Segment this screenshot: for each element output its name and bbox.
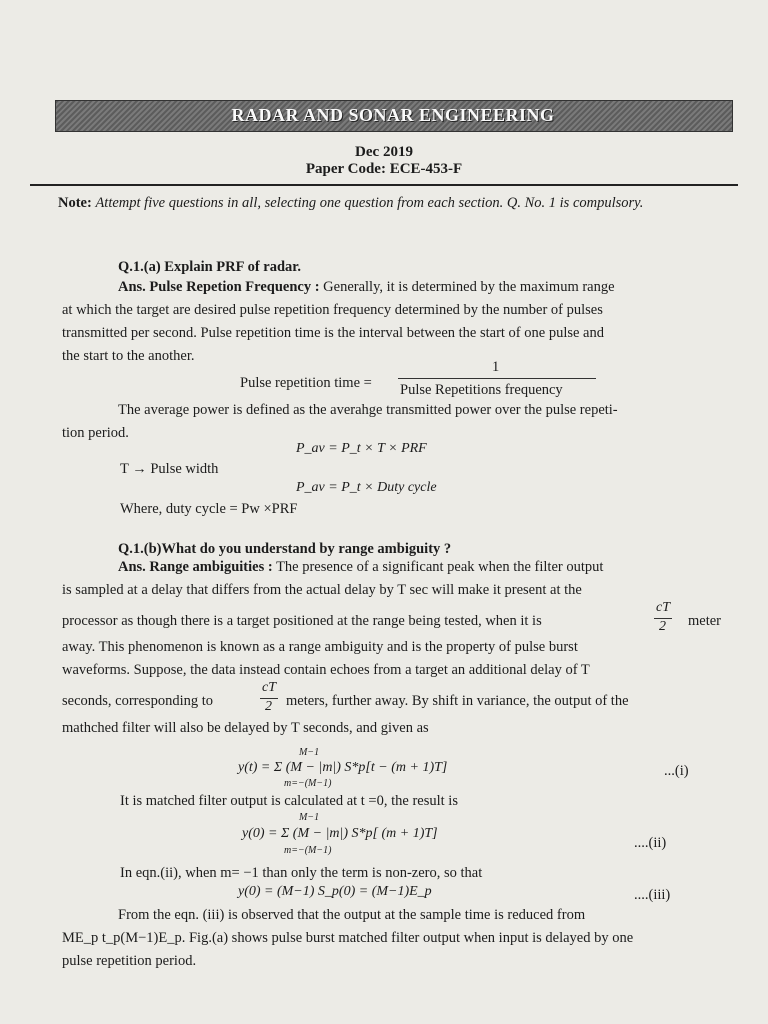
q1b-line-7: mathched filter will also be delayed by T seconds, and given as: [62, 720, 429, 736]
q1b-line-12: pulse repetition period.: [62, 953, 197, 969]
q1b-line-8: It is matched filter output is calculated at t =0, the result is: [120, 793, 458, 809]
q1b-line-11: ME_p t_p(M−1)E_p. Fig.(a) shows pulse burst matched filter output when input is delayed by one: [62, 930, 634, 946]
q1b-question: Q.1.(b)What do you understand by range ambiguity ?: [118, 541, 452, 557]
q1b-ans-label: Ans. Range ambiguities :: [118, 559, 273, 575]
note-label: Note:: [58, 195, 92, 211]
eq3: y(0) = (M−1) S_p(0) = (M−1)E_p: [238, 884, 432, 899]
q1b-meter: meter: [688, 613, 722, 629]
q1b-line-2: is sampled at a delay that differs from the actual delay by T sec will make it present at the: [62, 582, 582, 598]
eq1-upper-limit: M−1: [299, 747, 320, 758]
avg-power-para: [62, 399, 730, 445]
q1b-line-6a: seconds, corresponding to: [62, 693, 214, 709]
q1b-line-4: away. This phenomenon is known as a range ambiguity and is the property of pulse burst: [62, 639, 578, 655]
pulse-width-def: T → Pulse width: [120, 461, 219, 477]
q1b-line-6b: meters, further away. By shift in variance, the output of the: [286, 693, 629, 709]
header-rule: [30, 184, 738, 186]
eq1-tag: ...(i): [664, 763, 689, 779]
q1b-line-5: waveforms. Suppose, the data instead contain echoes from a target an additional delay of T: [62, 662, 590, 678]
eq3-tag: ....(iii): [634, 887, 671, 903]
formula-prt-denominator: Pulse Repetitions frequency: [400, 382, 563, 398]
eq2: y(0) = Σ (M − |m|) S*p[ (m + 1)T]: [242, 826, 438, 841]
eq2-tag: ....(ii): [634, 835, 667, 851]
q1b-answer-top: [62, 556, 730, 602]
q1b-line-10: From the eqn. (iii) is observed that the output at the sample time is reduced from: [118, 907, 586, 923]
q1b-line-9: In eqn.(ii), when m= −1 than only the term is non-zero, so that: [120, 865, 483, 881]
avg-power-line-2: tion period.: [62, 425, 129, 441]
eq2-lower-limit: m=−(M−1): [284, 845, 332, 856]
q1a-question: Q.1.(a) Explain PRF of radar.: [118, 259, 301, 275]
eq1: y(t) = Σ (M − |m|) S*p[t − (m + 1)T]: [238, 760, 448, 775]
note: [58, 192, 734, 215]
q1a-line-4: the start to the another.: [62, 348, 195, 364]
note-text: Attempt five questions in all, selecting one question from each section. Q. No. 1 is compulsory.: [95, 195, 644, 211]
q1a-answer: [62, 276, 730, 368]
formula-prt-lhs: Pulse repetition time =: [240, 375, 372, 391]
paper-code: Paper Code: ECE-453-F: [305, 161, 463, 177]
frac-ct2-num: cT: [262, 680, 276, 695]
frac-ct-num: cT: [656, 600, 670, 615]
frac-ct2-den: 2: [265, 699, 272, 714]
frac-ct-den: 2: [659, 619, 666, 634]
paper-title: RADAR AND SONAR ENGINEERING: [231, 105, 555, 125]
formula-pav-prf: P_av = P_t × T × PRF: [296, 441, 427, 456]
exam-date: Dec 2019: [355, 144, 413, 160]
q1b-line-1: The presence of a significant peak when the filter output: [276, 559, 604, 575]
eq2-upper-limit: M−1: [299, 812, 320, 823]
q1a-ans-label: Ans. Pulse Repetion Frequency :: [118, 279, 320, 295]
q1a-line-1: Generally, it is determined by the maximum range: [323, 279, 615, 295]
q1a-line-2: at which the target are desired pulse repetition frequency determined by the number of pulses: [62, 302, 603, 318]
eq1-lower-limit: m=−(M−1): [284, 778, 332, 789]
avg-power-line-1: The average power is defined as the averahge transmitted power over the pulse repeti-: [118, 402, 618, 418]
q1b-answer-mid: [62, 636, 730, 682]
q1b-answer-end: [62, 904, 730, 973]
q1b-line-3: processor as though there is a target positioned at the range being tested, when it is: [62, 613, 542, 629]
formula-pav-duty: P_av = P_t × Duty cycle: [296, 480, 437, 495]
formula-prt-numerator: 1: [492, 359, 500, 375]
duty-cycle-def: Where, duty cycle = Pw ×PRF: [120, 501, 298, 517]
q1a-line-3: transmitted per second. Pulse repetition time is the interval between the start of one pulse and: [62, 325, 604, 341]
